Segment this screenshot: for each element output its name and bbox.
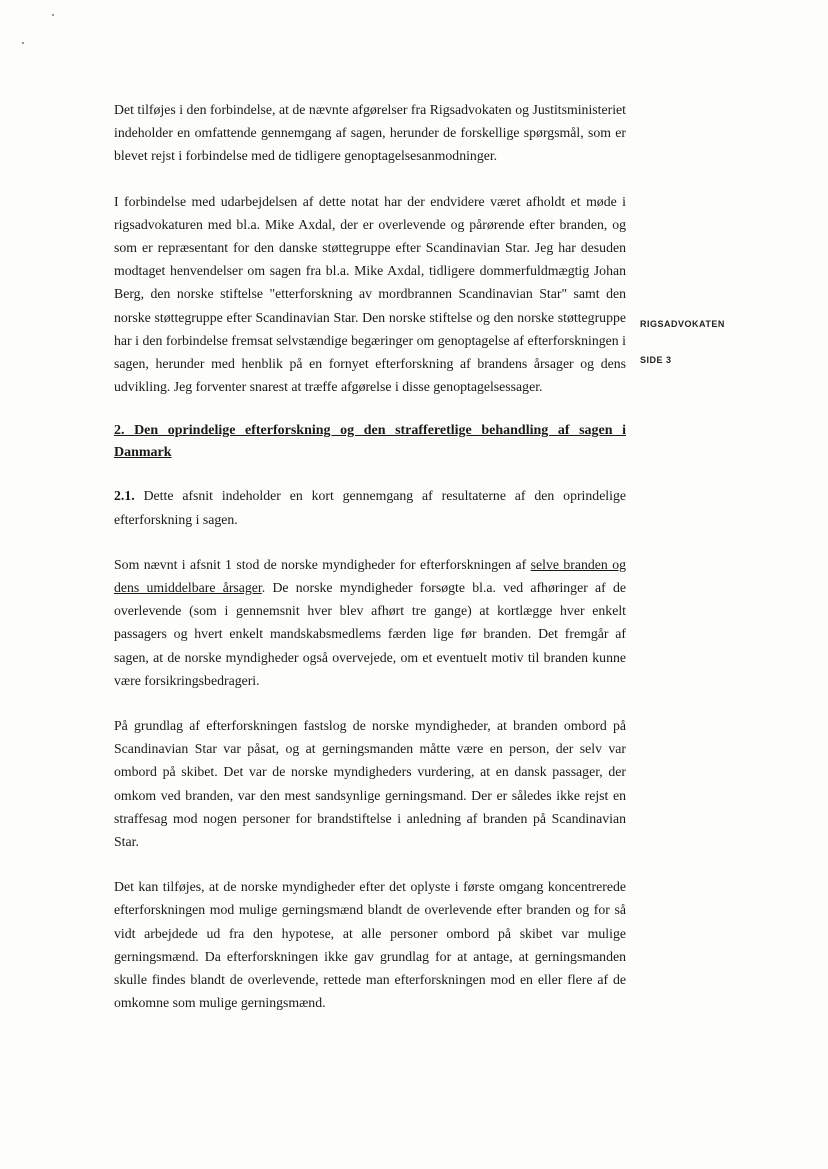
paragraph-3-text: Dette afsnit indeholder en kort gennemgang af resultaterne af den oprindelige efterforskning i sagen. bbox=[114, 488, 627, 527]
margin-org-label: RIGSADVOKATEN bbox=[640, 319, 725, 329]
scan-speck bbox=[52, 14, 54, 16]
paragraph-4-end: . De norske myndigheder forsøgte bl.a. ved afhøringer af de overlevende (som i gennemsnit hver blev afhørt tre gange) at kortlægge hver enkelt passagers og hvert enkelt mandskabsmedlems færden lige før branden. Det fremgår af sagen, at de norske myndigheder også overvejede, om et eventuelt motiv til branden kunne være forsikringsbedrageri. bbox=[114, 580, 626, 688]
paragraph-2: I forbindelse med udarbejdelsen af dette notat har der endvidere været afholdt et møde i rigsadvokaturen med bl.a. Mike Axdal, der er overlevende og pårørende efter branden, og som er repræsentant for den danske støttegruppe efter Scandinavian Star. Jeg har desuden modtaget henvendelser om sagen fra bl.a. Mike Axdal, tidligere dommerfuldmægtig Johan Berg, den norske stiftelse "etterforskning av mordbrannen Scandinavian Star" samt den norske støttegruppe efter Scandinavian Star. Den norske stiftelse og den norske støttegruppe har i den forbindelse fremsat selvstændige begæringer om genoptagelse af efterforskningen i sagen, herunder med henblik på en fornyet efterforskning af brandens årsager og dens udvikling. Jeg forventer snarest at træffe afgørelse i disse genoptagelsessager. bbox=[114, 193, 626, 395]
paragraph-4 bbox=[114, 553, 626, 692]
paragraph-5: På grundlag af efterforskningen fastslog de norske myndigheder, at branden ombord på Scandinavian Star var påsat, og at gerningsmanden måtte være en person, der selv var ombord på skibet. Det var de norske myndigheders vurdering, at en dansk passager, der omkom ved branden, var den mest sandsynlige gerningsmand. Der er således ikke rejst en straffesag mod nogen personer for brandstiftelse i anledning af branden på Scandinavian Star. bbox=[114, 718, 626, 850]
body-text bbox=[114, 98, 626, 1037]
paragraph-3 bbox=[114, 484, 626, 530]
margin-page-number: SIDE 3 bbox=[640, 355, 672, 365]
scan-speck bbox=[22, 42, 24, 44]
paragraph-1: Det tilføjes i den forbindelse, at de nævnte afgørelser fra Rigsadvokaten og Justitsministeriet indeholder en omfattende gennemgang af sagen, herunder de forskellige spørgsmål, som er blevet rejst i forbindelse med de tidligere genoptagelsesanmodninger. bbox=[114, 102, 626, 164]
section-heading: 2. Den oprindelige efterforskning og den strafferetlige behandling af sagen i Danmark bbox=[114, 423, 626, 461]
section-number: 2.1. bbox=[114, 488, 135, 504]
underlined-phrase: selve branden og dens umiddelbare årsager bbox=[114, 556, 626, 596]
paragraph-6: Det kan tilføjes, at de norske myndigheder efter det oplyste i første omgang koncentrerede efterforskningen mod mulige gerningsmænd blandt de overlevende efter branden og for så vidt arbejdede ud fra den hypotese, at alle personer ombord på skibet var mulige gerningsmænd. Da efterforskningen ikke gav grundlag for at antage, at gerningsmanden skulle findes blandt de overlevende, rettede man efterforskningen mod en eller flere af de omkomne som mulige gerningsmænd. bbox=[114, 879, 626, 1011]
paragraph-4-start: Som nævnt i afsnit 1 stod de norske myndigheder for efterforskningen af bbox=[114, 556, 531, 572]
